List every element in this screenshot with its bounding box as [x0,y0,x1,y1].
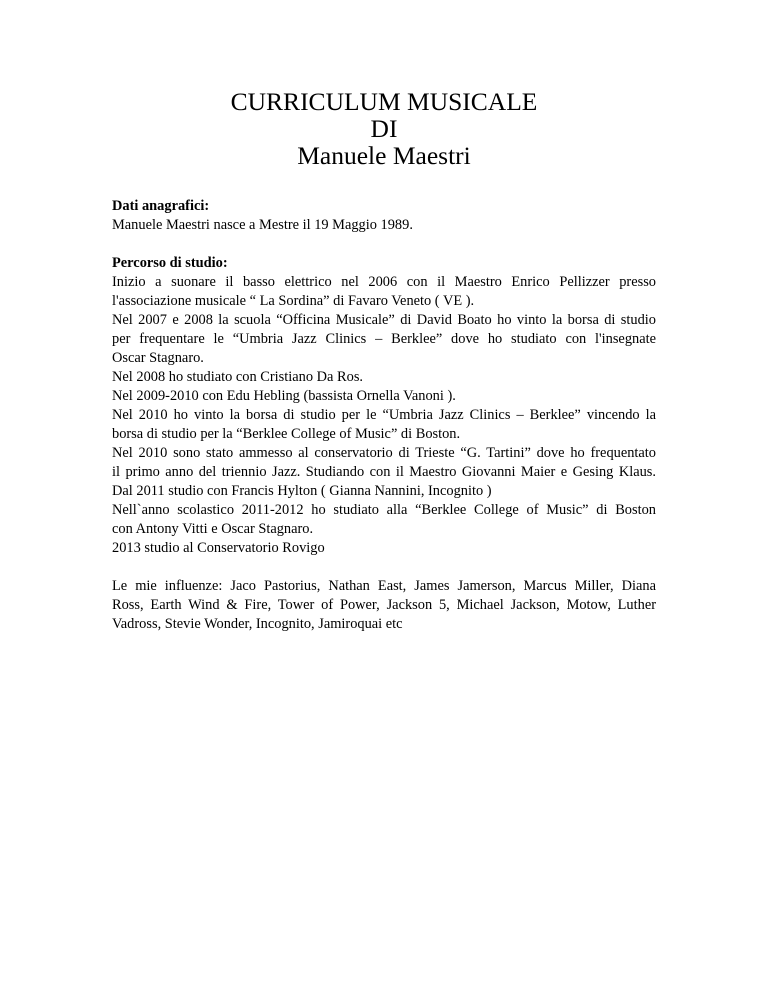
paragraph-line: Oscar Stagnaro. [112,350,204,366]
paragraph-line: Manuele Maestri nasce a Mestre il 19 Maggio 1989. [112,217,413,233]
paragraph-line: Vadross, Stevie Wonder, Incognito, Jamiroquai etc [112,616,403,632]
section-heading: Dati anagrafici: [112,198,210,214]
title-line-2: DI [370,114,398,143]
document-title [112,88,656,169]
title-line-1: CURRICULUM MUSICALE [230,87,538,116]
paragraph-line: Nel 2010 ho vinto la borsa di studio per le “Umbria Jazz Clinics – Berklee” vincendo la [112,407,656,423]
section-influenze [112,577,656,634]
paragraph-line: Nel 2007 e 2008 la scuola “Officina Musicale” di David Boato ho vinto la borsa di studio [112,312,656,328]
paragraph-line: Nel 2009-2010 con Edu Hebling (bassista Ornella Vanoni ). [112,388,456,404]
paragraph-line: borsa di studio per la “Berklee College of Music” di Boston. [112,426,461,442]
paragraph-line: il primo anno del triennio Jazz. Studiando con il Maestro Giovanni Maier e Gesing Klaus. [112,464,656,480]
paragraph-line: Le mie influenze: Jaco Pastorius, Nathan East, James Jamerson, Marcus Miller, Diana [112,578,656,594]
paragraph-line: Nel 2008 ho studiato con Cristiano Da Ros. [112,369,364,385]
paragraph-line: Inizio a suonare il basso elettrico nel 2006 con il Maestro Enrico Pellizzer presso [112,274,656,290]
title-line-3: Manuele Maestri [297,141,471,170]
section-percorso-di-studio [112,254,656,558]
paragraph-line: Nell`anno scolastico 2011-2012 ho studiato alla “Berklee College of Music” di Boston [112,502,656,518]
paragraph-line: Nel 2010 sono stato ammesso al conservatorio di Trieste “G. Tartini” dove ho frequentato [112,445,656,461]
section-heading: Percorso di studio: [112,255,228,271]
section-dati-anagrafici [112,197,656,235]
paragraph-line: Ross, Earth Wind & Fire, Tower of Power, Jackson 5, Michael Jackson, Motow, Luther [112,597,656,613]
paragraph-line: l'associazione musicale “ La Sordina” di Favaro Veneto ( VE ). [112,293,475,309]
paragraph-line: per frequentare le “Umbria Jazz Clinics – Berklee” dove ho studiato con l'insegnate [112,331,656,347]
document-page [112,88,656,634]
paragraph-line: con Antony Vitti e Oscar Stagnaro. [112,521,314,537]
paragraph-line: 2013 studio al Conservatorio Rovigo [112,540,325,556]
paragraph-line: Dal 2011 studio con Francis Hylton ( Gianna Nannini, Incognito ) [112,483,492,499]
